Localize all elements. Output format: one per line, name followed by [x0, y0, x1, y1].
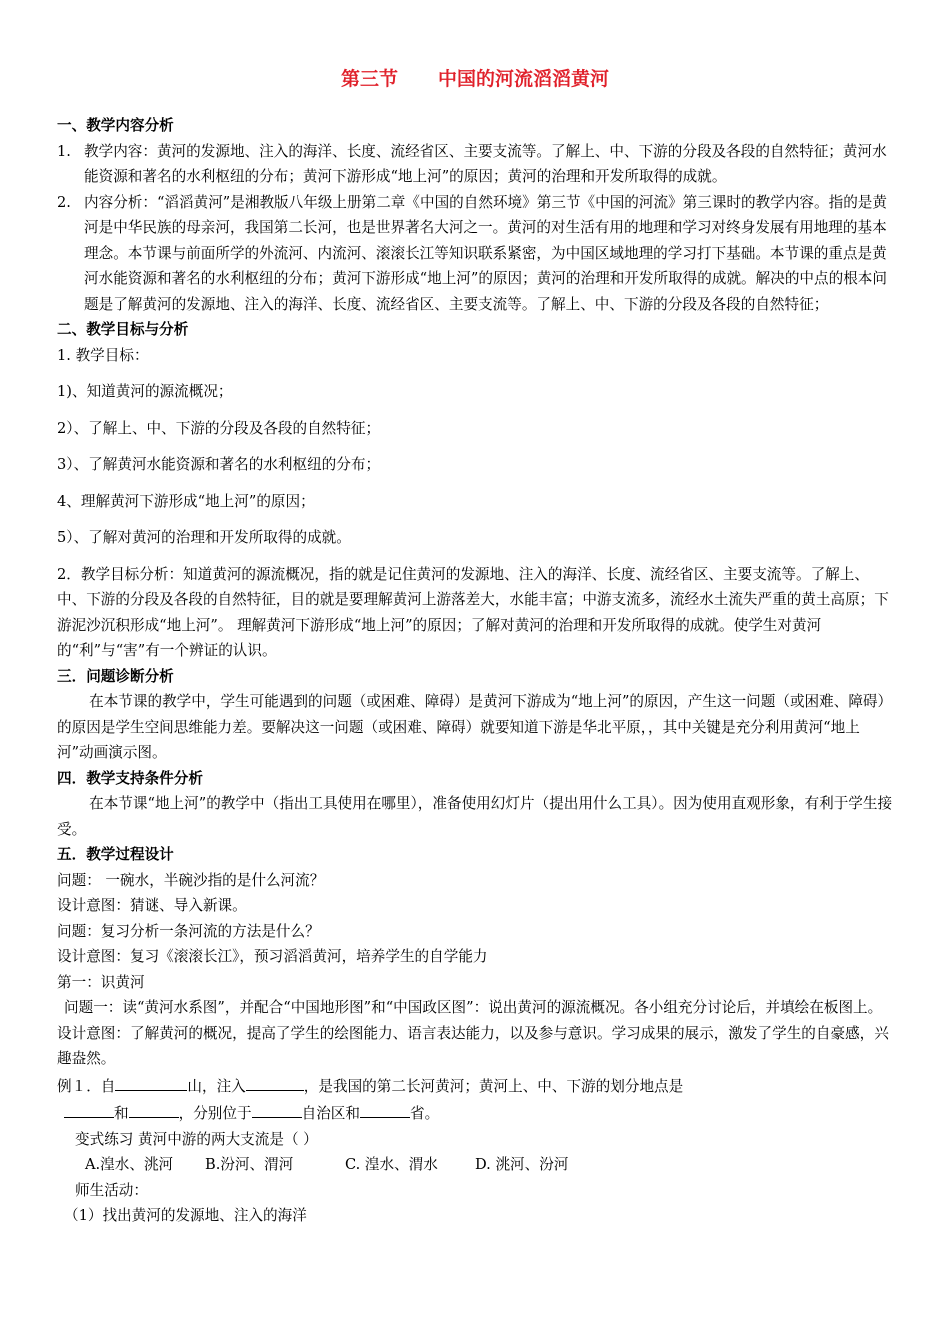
- list-text: 教学内容：黄河的发源地、注入的海洋、长度、流经省区、主要支流等。了解上、中、下游的分段及各段的自然特征；黄河水能资源和著名的水利枢纽的分布；黄河下游形成“地上河”的原因；黄河的治理和开发所取得的成就。: [84, 142, 887, 185]
- question-one: 问题一：读“黄河水系图”，并配合“中国地形图”和“中国政区图”：说出黄河的源流概况。各小组充分讨论后，并填绘在板图上。: [64, 999, 883, 1016]
- list-number: 1.: [57, 142, 71, 160]
- fill-blank: [360, 1099, 410, 1118]
- variant-exercise: 变式练习 黄河中游的两大支流是（ ）: [75, 1130, 318, 1148]
- option-c: C. 湟水、渭水: [345, 1156, 438, 1173]
- answer-options: [57, 1152, 893, 1178]
- goal-item: 5）、了解对黄河的治理和开发所取得的成就。: [57, 529, 351, 546]
- fill-blank: [115, 1072, 187, 1091]
- text-line: 第一：识黄河: [57, 973, 145, 991]
- page-title: [0, 64, 950, 91]
- list-text: 内容分析：“滔滔黄河”是湘教版八年级上册第二章《中国的自然环境》第三节《中国的河流》第三课时的教学内容。指的是黄河是中华民族的母亲河，我国第二长河，也是世界著名大河之一。黄河的对生活有用的地理和学习对终身发展有用地理的基本理念。本节课与前面所学的外流河、内流河、滚滚长江等知识联系紧密，为中国区域地理的学习打下基础。本节课的重点是黄河水能资源和著名的水利枢纽的分布；黄河下游形成“地上河”的原因；黄河的治理和开发所取得的成就。解决的中点的根本问题是了解黄河的发源地、注入的海洋、长度、流经省区、主要支流等。了解上、中、下游的分段及各段的自然特征；: [84, 193, 887, 313]
- paragraph: 在本节课的教学中，学生可能遇到的问题（或困难、障碍）是黄河下游成为“地上河”的原因，产生这一问题（或困难、障碍）的原因是学生空间思维能力差。要解决这一问题（或困难、障碍）就要知道下游是华北平原，，其中关键是充分利用黄河“地上河”动画演示图。: [57, 693, 893, 761]
- section-heading-2: 二、教学目标与分析: [57, 321, 189, 338]
- text-line: 问题：复习分析一条河流的方法是什么？: [57, 922, 320, 940]
- goal-item: 1)、知道黄河的源流概况；: [57, 383, 233, 400]
- paragraph: 在本节课“地上河”的教学中（指出工具使用在哪里），准备使用幻灯片（提出用什么工具）。因为使用直观形象，有利于学生接受。: [57, 795, 893, 838]
- section-heading-3: 三．问题诊断分析: [57, 667, 174, 685]
- goal-item: 2）、了解上、中、下游的分段及各段的自然特征；: [57, 419, 381, 437]
- text-line: 设计意图：了解黄河的概况，提高了学生的绘图能力、语言表达能力，以及参与意识。学习成果的展示，激发了学生的自豪感，兴趣盎然。: [57, 1024, 889, 1067]
- activity-item: （1）找出黄河的发源地、注入的海洋: [64, 1207, 307, 1224]
- fill-blank: [129, 1099, 179, 1118]
- section-heading-1: 一、教学内容分析: [57, 117, 174, 134]
- goal-item: 4、理解黄河下游形成“地上河”的原因；: [57, 492, 315, 510]
- document-body: [57, 113, 893, 1229]
- example-line-1: 例１．自 山，注入 ，是我国的第二长河黄河；黄河上、中、下游的划分地点是: [57, 1072, 893, 1100]
- title-topic: 中国的河流滔滔黄河: [438, 68, 610, 90]
- text-line: 设计意图：复习《滚滚长江》，预习滔滔黄河，培养学生的自学能力: [57, 948, 488, 965]
- fill-blank: [64, 1099, 114, 1118]
- goal-analysis: 2．教学目标分析：知道黄河的源流概况，指的就是记住黄河的发源地、注入的海洋、长度、流经省区、主要支流等。了解上、中、下游的分段及各段的自然特征，目的就是要理解黄河上游落差大，水能丰富；中游支流多，流经水土流失严重的黄土高原；下游泥沙沉积形成“地上河”。 理解黄河下游形成“地上河”的原因；了解对黄河的治理和开发所取得的成就。使学生对黄河的“利”与“害”有一个辨证的认识。: [57, 565, 889, 659]
- title-section: 第三节: [340, 68, 398, 90]
- text-line: 设计意图：猜谜、导入新课。: [57, 897, 247, 914]
- goals-heading: 1. 教学目标：: [57, 346, 149, 364]
- list-item: [57, 190, 893, 318]
- option-d: D. 洮河、汾河: [475, 1156, 569, 1173]
- section-heading-5: 五．教学过程设计: [57, 846, 174, 863]
- list-item: [57, 139, 893, 190]
- goal-item: 3）、了解黄河水能资源和著名的水利枢纽的分布；: [57, 456, 381, 473]
- activity-heading: 师生活动：: [75, 1181, 148, 1199]
- list-number: 2.: [57, 193, 71, 211]
- option-b: B.汾河、渭河: [205, 1156, 294, 1173]
- section-heading-4: 四．教学支持条件分析: [57, 769, 203, 787]
- option-a: A.湟水、洮河: [85, 1156, 174, 1173]
- fill-blank: [252, 1099, 302, 1118]
- fill-blank: [246, 1072, 304, 1091]
- example-line-2: 和 ，分别位于 自治区和 省。: [57, 1099, 893, 1127]
- text-line: 问题： 一碗水，半碗沙指的是什么河流？: [57, 871, 325, 889]
